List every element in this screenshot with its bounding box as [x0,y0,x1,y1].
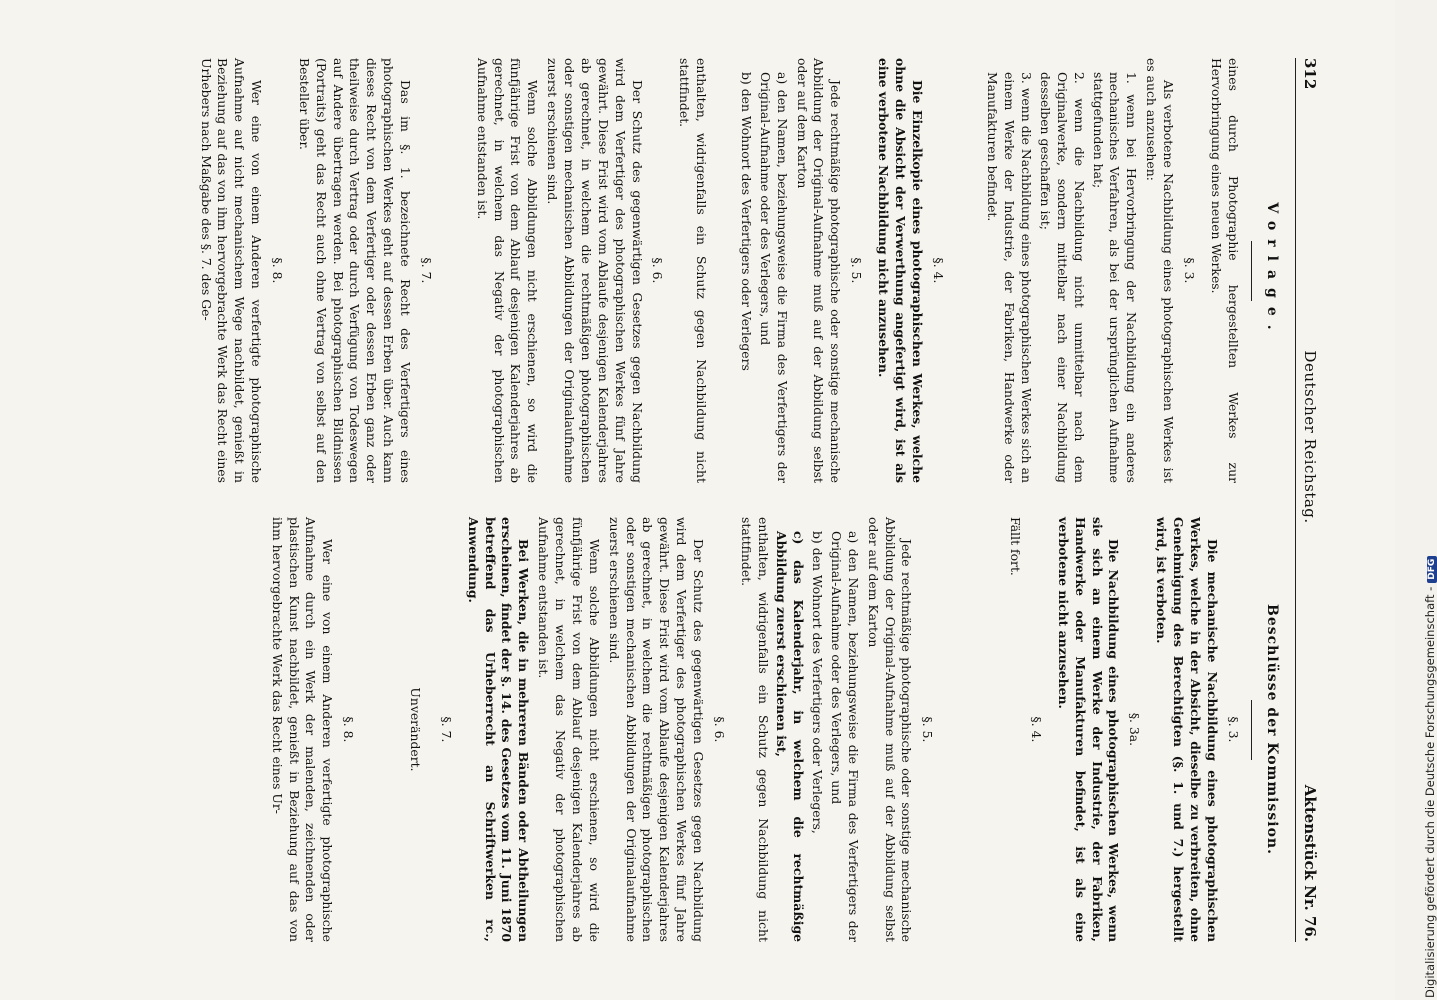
left-column-vorlage [194,58,1281,483]
right-section-8-heading: §. 8. [341,716,357,743]
digitization-footer [1395,0,1437,1000]
left-section-7-heading: §. 7. [418,257,434,284]
left-s6-paragraph-1: Der Schutz des gegenwärtigen Gesetzes gegen Nachbildung wird dem Verfertiger des photographischen Werkes fünf Jahre gewährt. Diese Frist wird vom Ablaufe desjenigen Kalenderjahres ab gerechnet, in welchem die rechtmäßigen photographischen oder sonstigen mechanischen Abbildungen der Originalaufnahme zuerst erschienen sind. [545,58,645,483]
spacer [956,58,982,483]
left-s7-paragraph: Das im §. 1. bezeichnete Recht des Verfertigers eines photographischen Werkes geht auf dessen Erben über. Auch kann dieses Recht von dem Verfertiger oder dessen Erben ganz oder theilweise durch Vertrag oder durch Verfügung von Todeswegen auf Andere übertragen werden. Bei photographischen Bildnissen (Portraits) geht das Recht auch ohne Vertrag von selbst auf den Besteller über. [296,58,414,483]
two-columns [194,58,1281,942]
right-s4-paragraph: Fällt fort. [1008,517,1024,576]
right-s5-item-b: b) den Wohnort des Verfertigers oder Verlegers, [810,531,826,834]
left-intro: eines durch Photographie hergestellten Werkes zur Hervorbringung eines neuen Werkes. [1208,58,1241,483]
footer-text-wrapper [1423,0,1437,998]
dfg-logo: DFG [1427,556,1437,583]
spacer [444,58,470,483]
right-column-title: Beschlüsse der Kommission. [1263,604,1280,855]
spacer [709,58,735,483]
left-section-8-heading: §. 8. [270,257,286,284]
right-s7-paragraph: Unverändert. [408,687,424,772]
right-s6-paragraph-1: Der Schutz des gegenwärtigen Gesetzes gegen Nachbildung wird dem Verfertiger des photographischen Werkes fünf Jahre gewährt. Diese Frist wird vom Ablaufe desjenigen Kalenderjahres ab gerechnet, in welchem die rechtmäßigen photographischen oder sonstigen mechanischen Abbildungen der Originalaufnahme zuerst erschienen sind. [606,517,706,942]
right-section-3-heading: §. 3. [1225,716,1241,743]
left-column-title: Vorlage. [1263,202,1280,339]
left-s5-item-b: b) den Wohnort des Verfertigers oder Verlegers [738,72,754,371]
right-s6-paragraph-2: Wenn solche Abbildungen nicht erschienen, so wird die fünfjährige Frist von dem Ablauf desjenigen Kalenderjahres ab gerechnet, in welchem das Negativ der photographischen Aufnahme entstanden ist. [536,517,602,942]
left-section-5-heading: §. 5. [849,257,865,284]
page-number: 312 [1301,58,1319,90]
left-s8-paragraph: Wer eine von einem Anderen verfertigte photographische Aufnahme auf nicht mechanischem Wege nachbildet, genießt in Beziehung auf das von ihm hervorgebrachte Werk das Recht eines Urhebers nach Maßgabe des §. 7. des Ge- [198,58,265,483]
left-s3-item-2: 2. wenn die Nachbildung nicht unmittelbar nach dem Originalwerke, sondern mittelbar nach einer Nachbildung desselben geschaffen ist; [1037,72,1087,483]
left-s5-paragraph: Jede rechtmäßige photographische oder sonstige mechanische Abbildung der Original-Aufnahme muß auf der Abbildung selbst oder auf dem Karton [794,58,844,483]
right-section-4-heading: §. 4. [1028,716,1044,743]
right-section-3a-heading: §. 3a. [1127,712,1143,747]
header-title: Deutscher Reichstag. [1301,350,1319,524]
left-s3-item-1: 1. wenn bei Hervorbringung der Nachbildung ein anderes mechanisches Verfahren, als bei der ursprünglichen Aufnahme stattgefunden hat; [1090,72,1140,483]
right-s5-item-c: c) das Kalenderjahr, in welchem die rechtmäßige Abbildung zuerst erschienen ist, [774,531,807,942]
left-s6-paragraph-2: Wenn solche Abbildungen nicht erschienen, so wird die fünfjährige Frist von dem Ablauf desjenigen Kalenderjahres ab gerechnet, in welchem das Negativ der photographischen Aufnahme entstanden ist. [474,58,541,483]
right-column-beschluesse [194,517,1281,942]
spacer [945,517,1003,942]
right-s3-paragraph: Die mechanische Nachbildung eines photographischen Werkes, welche in der Absicht, dieselbe zu verbreiten, ohne Genehmigung des Berechtigten (§. 1. und 7.) hergestellt wird, ist verboten. [1154,517,1220,942]
left-section-4-heading: §. 4. [930,257,946,284]
spacer [366,517,392,942]
page-header [1295,58,1320,942]
left-section-3-heading: §. 3. [1181,257,1197,284]
left-section-6-heading: §. 6. [650,257,666,284]
left-s4-paragraph: Die Einzelkopie eines photographischen Werkes, welche ohne die Absicht der Verwerthung angefertigt wird, ist als eine verbotene Nachbildung nicht anzusehen. [875,58,925,483]
left-s5-item-a: a) den Namen, beziehungsweise die Firma des Verfertigers der Original-Aufnahme oder des Verlegers, und [757,72,790,483]
left-s3-item-3: 3. wenn die Nachbildung eines photographischen Werkes sich an einem Werke der Industrie, der Fabriken, Handwerke oder Manufakturen befindet. [985,72,1035,483]
right-s3a-paragraph: Die Nachbildung eines photographischen Werkes, wenn sie sich an einem Werke der Industrie, der Fabriken, Handwerke oder Manufakturen befindet, ist als eine verbotene nicht anzusehen. [1055,517,1122,942]
right-s5-item-a: a) den Namen, beziehungsweise die Firma des Verfertigers der Original-Aufnahme oder des Verlegers, und [828,531,861,942]
right-s8-paragraph: Wer eine von einem Anderen verfertigte photographische Aufnahme durch ein Werk der malenden, zeichnenden oder plastischen Kunst nachbildet, genießt in Beziehung auf das von ihm hervorgebrachte Werk das Recht eines Ur- [269,517,336,942]
right-section-6-heading: §. 6. [711,716,727,743]
footer-text: Digitalisierung gefördert durch die Deutsche Forschungsgemeinschaft - [1423,586,1437,998]
right-section-7-heading: §. 7. [438,716,454,743]
title-rule [1251,700,1252,760]
document-reference: Aktenstück Nr. 76. [1301,784,1319,942]
title-rule [1251,241,1252,301]
right-section-5-heading: §. 5. [920,716,936,743]
right-s6-paragraph-3: Bei Werken, die in mehreren Bänden oder Abtheilungen erscheinen, findet der §. 14. des Gesetzes vom 11. Juni 1870 betreffend das Urheberrecht an Schriftwerken rc., Anwendung. [465,517,532,942]
right-s5-paragraph: Jede rechtmäßige photographische oder sonstige mechanische Abbildung der Original-Aufnahme muß auf der Abbildung selbst oder auf dem Karton [865,517,915,942]
left-s5-paragraph-2: enthalten, widrigenfalls ein Schutz gegen Nachbildung nicht stattfindet. [677,58,710,483]
right-s5-paragraph-2: enthalten, widrigenfalls ein Schutz gegen Nachbildung nicht stattfindet. [738,517,771,942]
left-s3-paragraph: Als verbotene Nachbildung eines photographischen Werkes ist es auch anzusehen: [1144,58,1176,483]
